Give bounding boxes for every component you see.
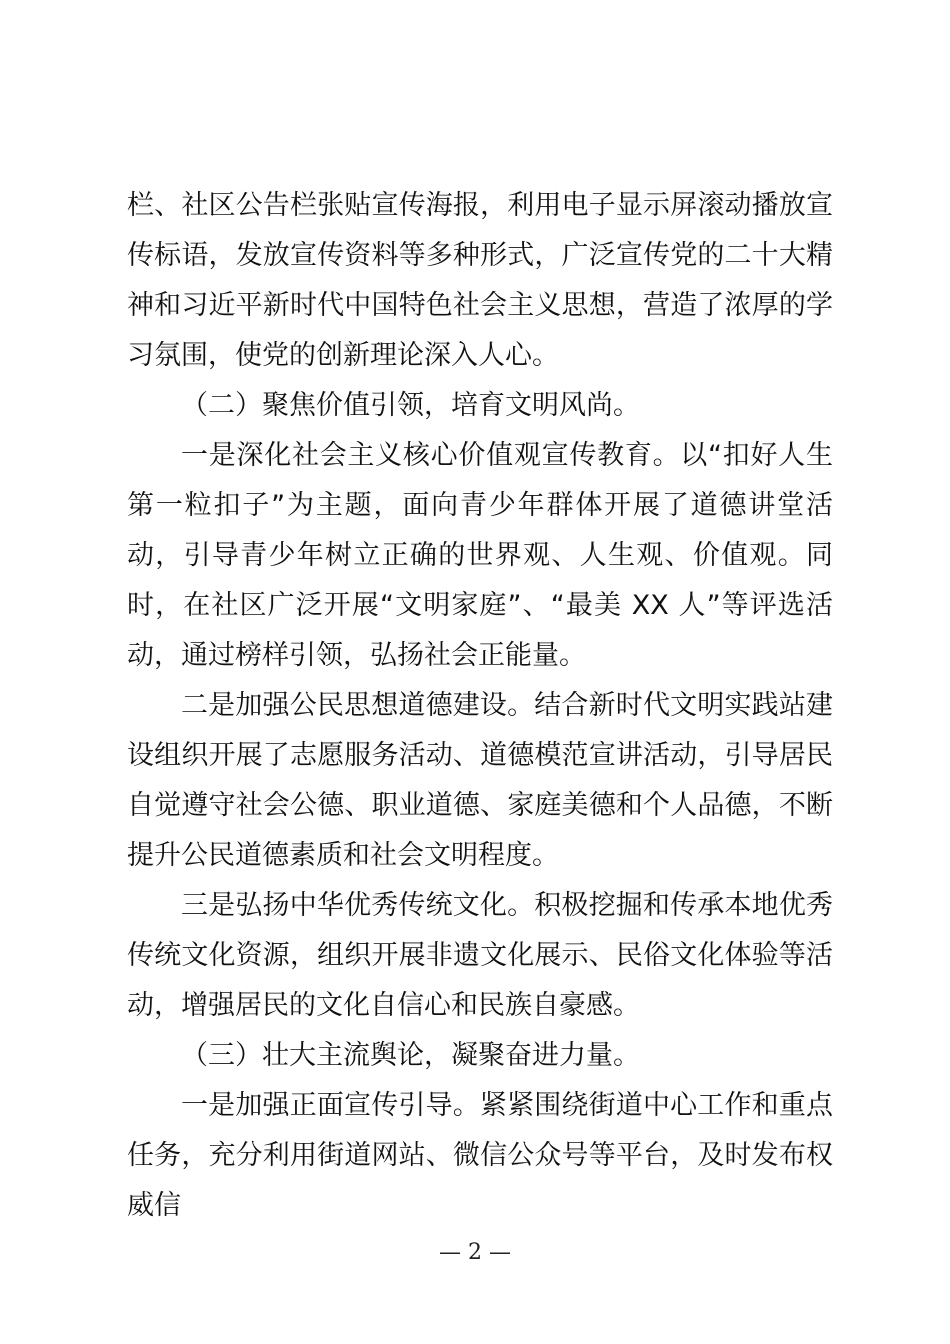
paragraph-civic-morality: 二是加强公民思想道德建设。结合新时代文明实践站建设组织开展了志愿服务活动、道德模范宣讲活动，引导居民自觉遵守社会公德、职业道德、家庭美德和个人品德，不断提升公民道德素质和社会文明程度。 <box>127 690 833 871</box>
paragraph-positive-publicity: 一是加强正面宣传引导。紧紧围绕街道中心工作和重点任务，充分利用街道网站、微信公众号等平台，及时发布权威信 <box>127 1090 833 1221</box>
paragraph-continuation: 栏、社区公告栏张贴宣传海报，利用电子显示屏滚动播放宣传标语，发放宣传资料等多种形式，广泛宣传党的二十大精神和习近平新时代中国特色社会主义思想，营造了浓厚的学习氛围，使党的创新理论深入人心。 <box>127 190 833 371</box>
body-text <box>127 181 833 1231</box>
section-heading-3: （三）壮大主流舆论，凝聚奋进力量。 <box>181 1040 640 1071</box>
page-number: — 2 — <box>439 1240 511 1265</box>
paragraph-core-values: 一是深化社会主义核心价值观宣传教育。以“扣好人生第一粒扣子”为主题，面向青少年群体开展了道德讲堂活动，引导青少年树立正确的世界观、人生观、价值观。同时，在社区广泛开展“文明家庭”、“最美 XX 人”等评选活动，通过榜样引领，弘扬社会正能量。 <box>127 440 833 671</box>
section-heading-2: （二）聚焦价值引领，培育文明风尚。 <box>181 390 640 421</box>
paragraph-traditional-culture: 三是弘扬中华优秀传统文化。积极挖掘和传承本地优秀传统文化资源，组织开展非遗文化展示、民俗文化体验等活动，增强居民的文化自信心和民族自豪感。 <box>127 890 833 1021</box>
